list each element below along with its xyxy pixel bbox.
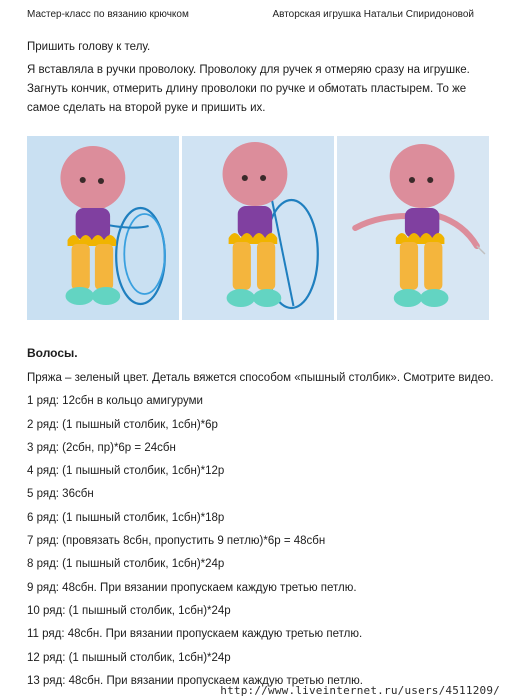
hair-instructions xyxy=(27,370,492,696)
row-instruction: 9 ряд: 48сбн. При вязании пропускаем каждую третью петлю. xyxy=(27,581,357,594)
header-left: Мастер-класс по вязанию крючком xyxy=(27,9,189,20)
doll-with-wire-illustration xyxy=(182,136,334,320)
row-instruction: 7 ряд: (провязать 8сбн, пропустить 9 петлю)*6р = 48сбн xyxy=(27,535,326,548)
row-instruction: 13 ряд: 48сбн. При вязании пропускаем каждую третью петлю. xyxy=(27,674,363,687)
row-instruction: 4 ряд: (1 пышный столбик, 1сбн)*12р xyxy=(27,465,225,478)
row-instruction: 3 ряд: (2сбн, пр)*6р = 24сбн xyxy=(27,441,176,454)
row-instruction: 11 ряд: 48сбн. При вязании пропускаем каждую третью петлю. xyxy=(27,628,363,641)
row-instruction: 8 ряд: (1 пышный столбик, 1сбн)*24р xyxy=(27,558,225,571)
page-header xyxy=(27,9,474,20)
doll-photo-1 xyxy=(27,136,179,320)
row-instruction: 10 ряд: (1 пышный столбик, 1сбн)*24р xyxy=(27,604,231,617)
doll-photo-2 xyxy=(182,136,334,320)
doll-with-arms-illustration xyxy=(337,136,489,320)
hair-description: Пряжа – зеленый цвет. Деталь вяжется способом «пышный столбик». Смотрите видео. xyxy=(27,372,494,384)
doll-with-wire-illustration xyxy=(27,136,179,320)
row-instruction: 12 ряд: (1 пышный столбик, 1сбн)*24р xyxy=(27,651,231,664)
hair-section-title: Волосы. xyxy=(27,346,78,360)
header-right: Авторская игрушка Натальи Спиридоновой xyxy=(272,9,474,20)
row-instruction: 5 ряд: 36сбн xyxy=(27,488,94,501)
watermark-url: http://www.liveinternet.ru/users/4511209/ xyxy=(220,684,500,697)
row-instruction: 2 ряд: (1 пышный столбик, 1сбн)*6р xyxy=(27,418,218,431)
intro-paragraph: Я вставляла в ручки проволоку. Проволоку для ручек я отмеряю сразу на игрушке. Загнуть кончик, отмерить длину проволоки по ручке и обмотать пластырем. То же самое сделать на второй руке и пришить их. xyxy=(27,64,470,114)
intro-text xyxy=(27,38,487,122)
intro-paragraph: Пришить голову к телу. xyxy=(27,41,151,53)
doll-photo-3 xyxy=(337,136,489,320)
row-instruction: 1 ряд: 12сбн в кольцо амигуруми xyxy=(27,395,203,408)
photo-strip xyxy=(27,136,489,320)
row-instruction: 6 ряд: (1 пышный столбик, 1сбн)*18р xyxy=(27,511,225,524)
